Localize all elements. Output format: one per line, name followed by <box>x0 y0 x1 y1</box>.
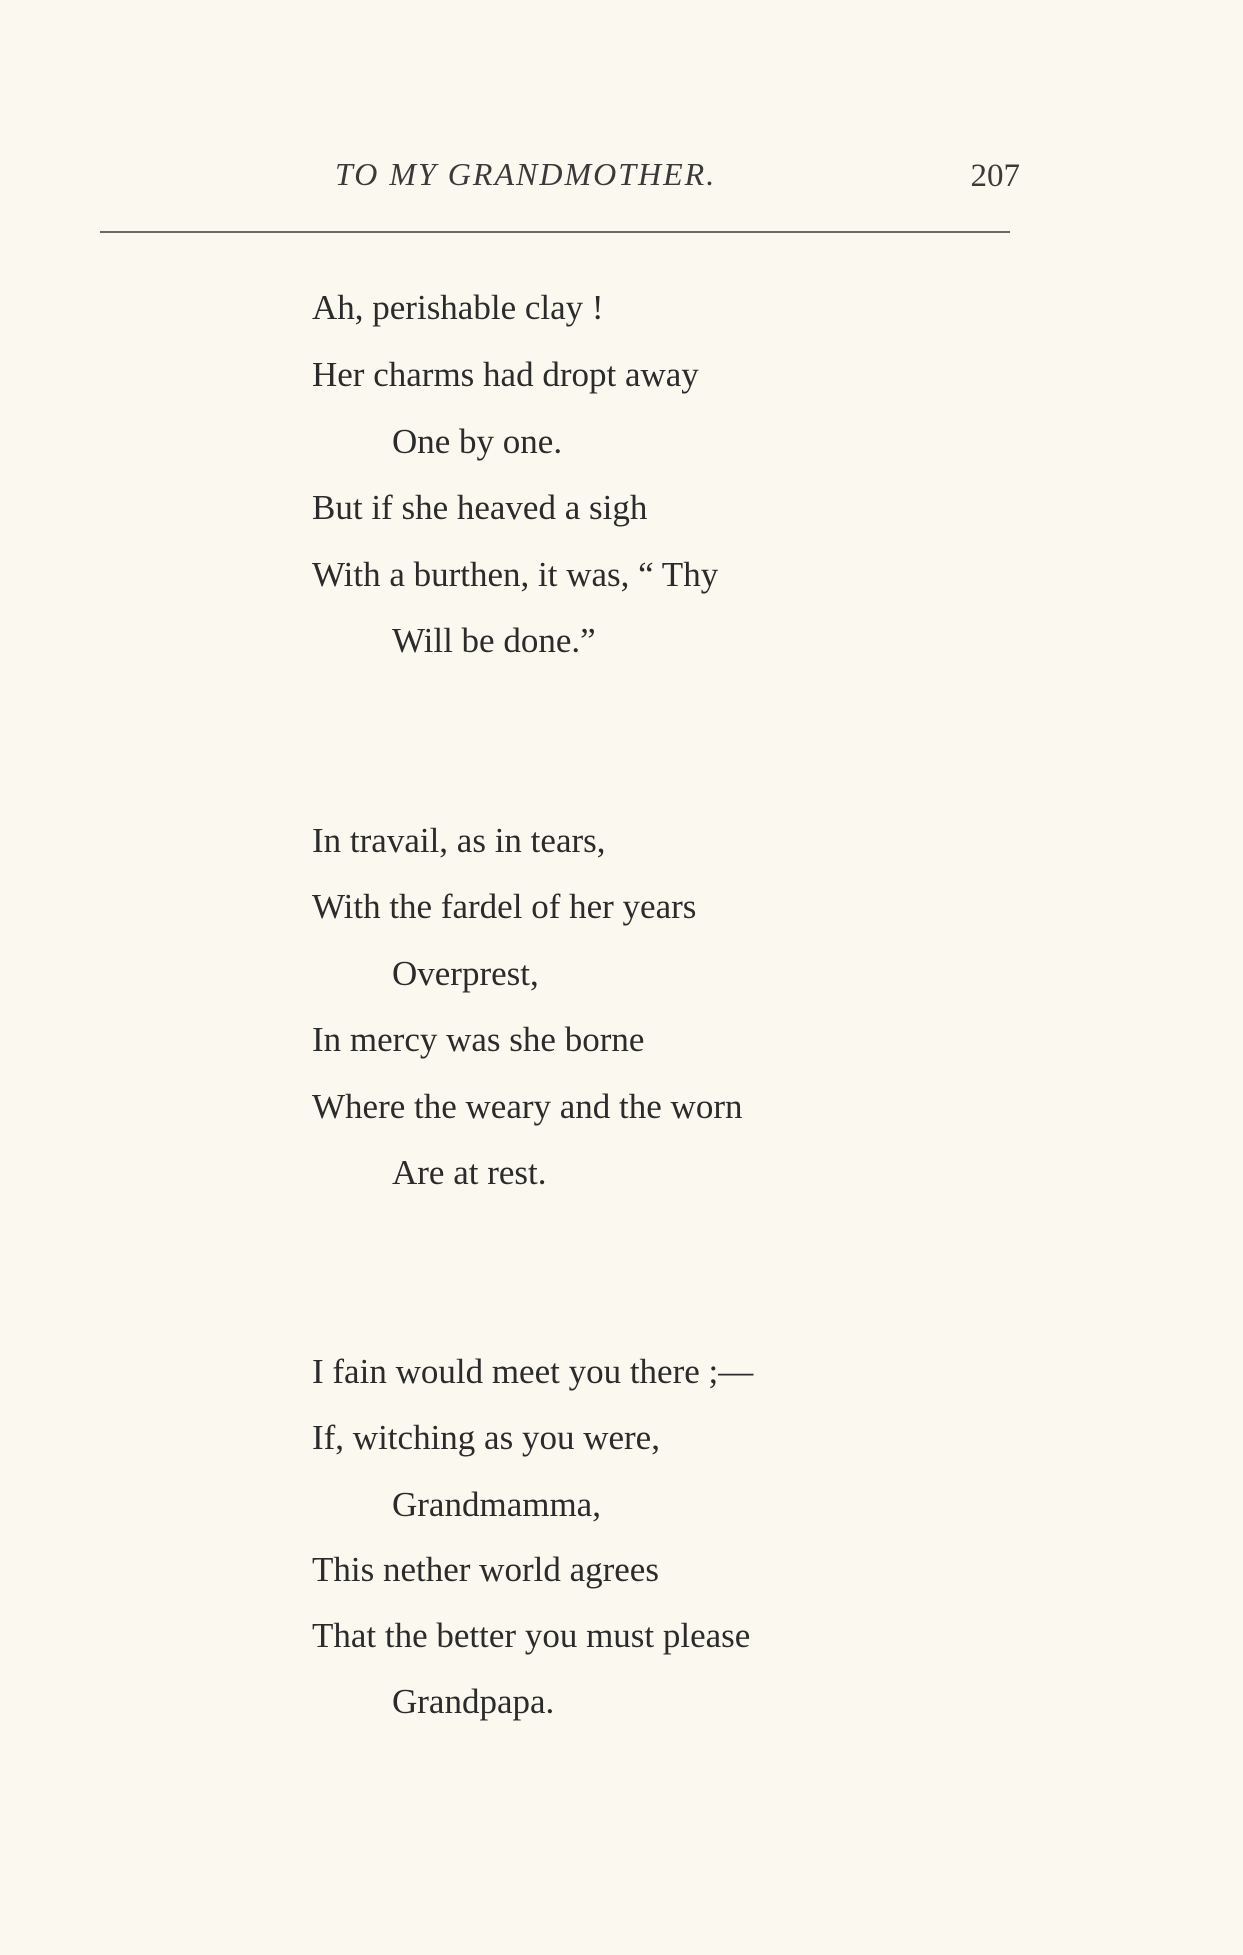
poem-line: This nether world agrees <box>312 1550 659 1589</box>
poem-line: But if she heaved a sigh <box>312 488 648 527</box>
poem-line: Her charms had dropt away <box>312 355 699 394</box>
page-number: 207 <box>970 158 1020 194</box>
poem-line: With the fardel of her years <box>312 887 697 926</box>
poem-line: One by one. <box>392 422 563 461</box>
poem-line: Are at rest. <box>392 1153 547 1192</box>
poem-line: In travail, as in tears, <box>312 821 606 860</box>
poem-line: Grandpapa. <box>392 1682 555 1721</box>
poem-line: With a burthen, it was, “ Thy <box>312 555 719 594</box>
poem-line: Where the weary and the worn <box>312 1087 743 1126</box>
poem-line: In mercy was she borne <box>312 1020 645 1059</box>
running-title: TO MY GRANDMOTHER. <box>335 156 717 192</box>
poem-line: Ah, perishable clay ! <box>312 288 604 327</box>
poem-line: If, witching as you were, <box>312 1418 660 1457</box>
poem-line: Overprest, <box>392 954 539 993</box>
poem-line: Grandmamma, <box>392 1485 601 1524</box>
running-head <box>100 150 1020 200</box>
poem-line: I fain would meet you there ;— <box>312 1352 754 1391</box>
poem-line: That the better you must please <box>312 1616 751 1655</box>
header-rule <box>100 231 1010 233</box>
poem-line: Will be done.” <box>392 621 596 660</box>
